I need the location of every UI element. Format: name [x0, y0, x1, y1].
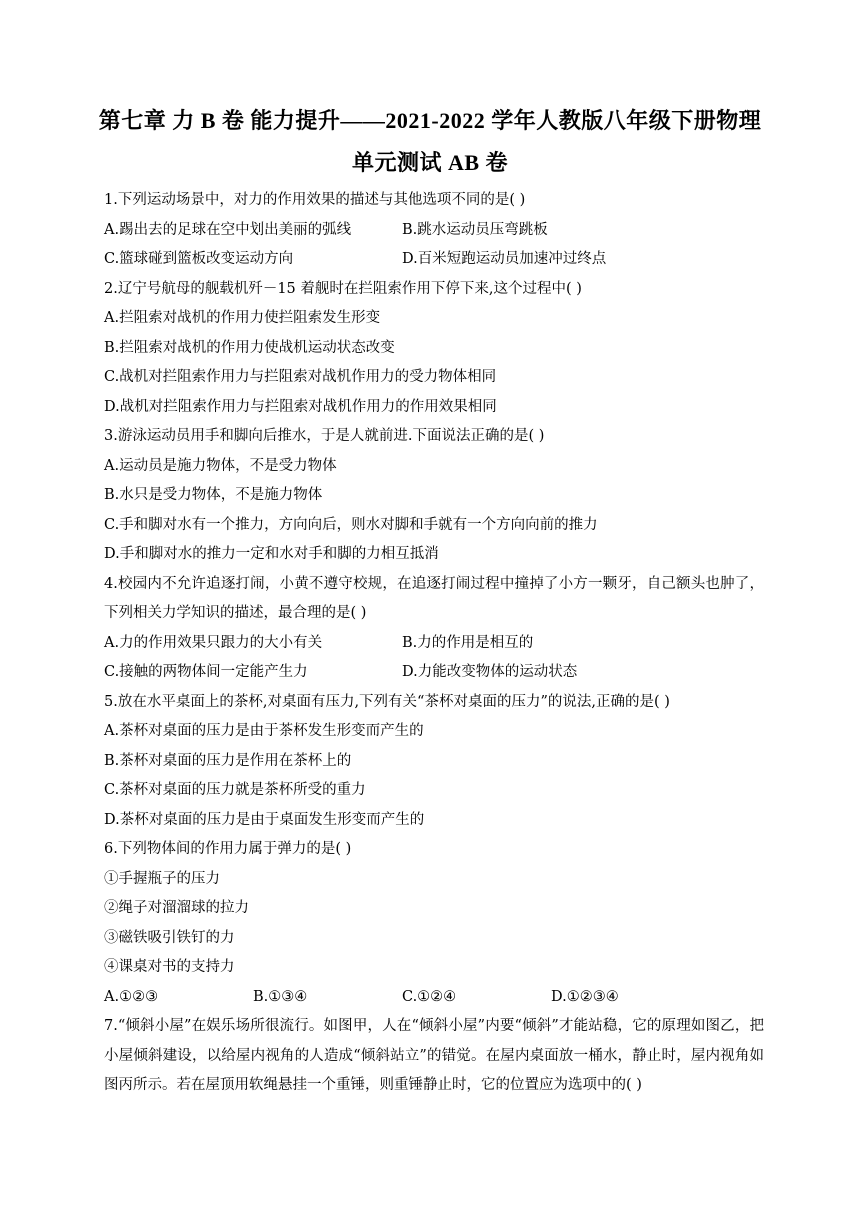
q4-option-b: B.力的作用是相互的 [402, 634, 534, 651]
q3-option-d: D.手和脚对水的推力一定和水对手和脚的力相互抵消 [104, 546, 439, 562]
q4-stem: 4.校园内不允许追逐打闹，小黄不遵守校规，在追逐打闹过程中撞掉了小方一颗牙，自己额头也肿了，下列相关力学知识的描述，最合理的是( ) [104, 575, 764, 621]
q6-option-a: A.①②③ [104, 988, 159, 1005]
q5-option-c: C.茶杯对桌面的压力就是茶杯所受的重力 [104, 782, 366, 798]
q1-option-c: C.篮球碰到篮板改变运动方向 [104, 251, 294, 267]
document-title-line-1: 第七章 力 B 卷 能力提升——2021-2022 学年人教版八年级下册物理 [98, 108, 762, 133]
q2-option-a: A.拦阻索对战机的作用力使拦阻索发生形变 [104, 310, 381, 326]
document-title-line-2: 单元测试 AB 卷 [351, 150, 509, 175]
q1-option-d: D.百米短跑运动员加速冲过终点 [402, 251, 607, 267]
q6-option-d: D.①②③④ [551, 988, 619, 1005]
q5-option-d: D.茶杯对桌面的压力是由于桌面发生形变而产生的 [104, 811, 425, 828]
q2-option-d: D.战机对拦阻索作用力与拦阻索对战机作用力的作用效果相同 [104, 398, 497, 415]
q3-option-c: C.手和脚对水有一个推力，方向向后，则水对脚和手就有一个方向向前的推力 [104, 516, 598, 533]
q4-option-c: C.接触的两物体间一定能产生力 [104, 664, 308, 680]
q1-stem: 1.下列运动场景中，对力的作用效果的描述与其他选项不同的是( ) [104, 192, 526, 208]
q4-options-row-1 [104, 629, 764, 659]
q2-option-c: C.战机对拦阻索作用力与拦阻索对战机作用力的受力物体相同 [104, 369, 497, 385]
q4-option-d: D.力能改变物体的运动状态 [402, 664, 578, 680]
q2-stem: 2.辽宁号航母的舰载机歼－15 着舰时在拦阻索作用下停下来,这个过程中( ) [104, 280, 582, 297]
q5-option-b: B.茶杯对桌面的压力是作用在茶杯上的 [104, 752, 352, 769]
q6-stem: 6.下列物体间的作用力属于弹力的是( ) [104, 841, 352, 857]
q3-option-a: A.运动员是施力物体，不是受力物体 [104, 457, 337, 474]
q4-options-row-2 [104, 658, 764, 688]
q6-item-3: ③磁铁吸引铁钉的力 [104, 929, 235, 946]
q1-option-a: A.踢出去的足球在空中划出美丽的弧线 [104, 221, 352, 238]
q5-option-a: A.茶杯对桌面的压力是由于茶杯发生形变而产生的 [104, 723, 424, 739]
q7-stem: 7.“倾斜小屋”在娱乐场所很流行。如图甲，人在“倾斜小屋”内要“倾斜”才能站稳，它的原理如图乙，把小屋倾斜建设，以给屋内视角的人造成“倾斜站立”的错觉。在屋内桌面放一桶水，静止时，屋内视角如图丙所示。若在屋顶用软绳悬挂一个重锤，则重锤静止时，它的位置应为选项中的( ) [104, 1018, 764, 1093]
question-list [104, 186, 764, 1101]
q4-option-a: A.力的作用效果只跟力的大小有关 [104, 634, 323, 651]
q6-item-2: ②绳子对溜溜球的拉力 [104, 900, 249, 916]
q1-options-row-1 [104, 216, 764, 246]
q6-option-c: C.①②④ [402, 988, 457, 1005]
q1-options-row-2 [104, 245, 764, 275]
q6-item-1: ①手握瓶子的压力 [104, 870, 220, 887]
q1-option-b: B.跳水运动员压弯跳板 [402, 221, 548, 238]
q3-stem: 3.游泳运动员用手和脚向后推水，于是人就前进.下面说法正确的是( ) [104, 428, 545, 444]
q6-option-b: B.①③④ [253, 988, 308, 1005]
q6-options-row [104, 983, 764, 1013]
q6-item-4: ④课桌对书的支持力 [104, 959, 235, 975]
q3-option-b: B.水只是受力物体，不是施力物体 [104, 487, 323, 503]
q2-option-b: B.拦阻索对战机的作用力使战机运动状态改变 [104, 339, 395, 356]
q5-stem: 5.放在水平桌面上的茶杯,对桌面有压力,下列有关“茶杯对桌面的压力”的说法,正确的是( ) [104, 693, 670, 710]
